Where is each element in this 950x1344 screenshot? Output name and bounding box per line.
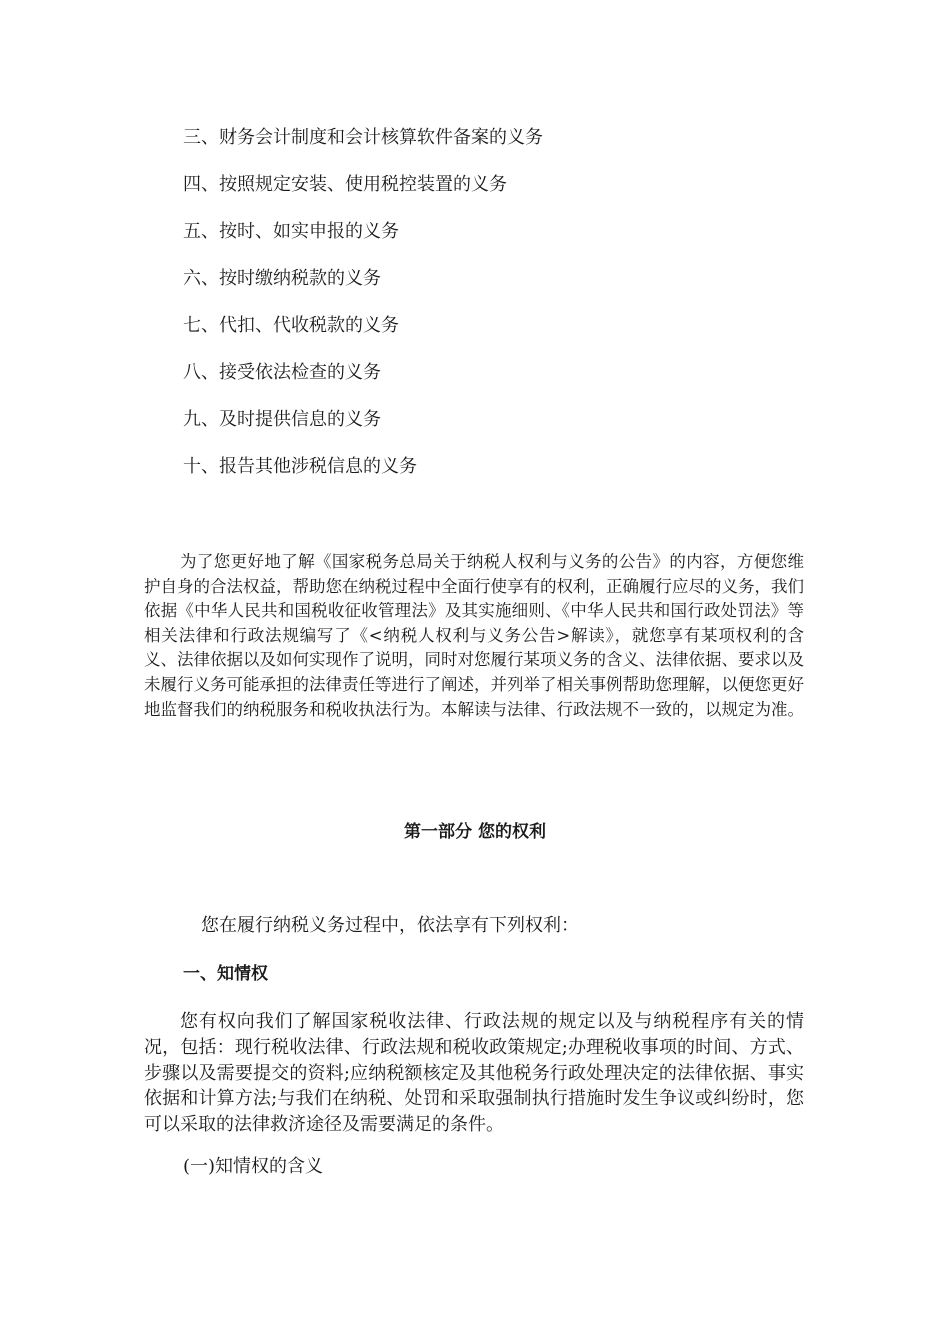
list-item: 七、代扣、代收税款的义务 <box>183 315 399 336</box>
list-item: 八、接受依法检查的义务 <box>183 362 381 383</box>
list-item: 三、财务会计制度和会计核算软件备案的义务 <box>183 127 543 148</box>
right-to-know-paragraph: 您有权向我们了解国家税收法律、行政法规的规定以及与纳税程序有关的情况，包括：现行税收法律、行政法规和税收政策规定;办理税收事项的时间、方式、步骤以及需要提交的资料;应纳税额核定及其他税务行政处理决定的法律依据、事实依据和计算方法;与我们在纳税、处罚和采取强制执行措施时发生争议或纠纷时，您可以采取的法律救济途径及需要满足的条件。 <box>144 1011 804 1136</box>
obligations-list <box>183 124 543 500</box>
list-item: 十、报告其他涉税信息的义务 <box>183 456 417 477</box>
list-item: 六、按时缴纳税款的义务 <box>183 268 381 289</box>
list-item: 四、按照规定安装、使用税控装置的义务 <box>183 174 507 195</box>
list-item: 五、按时、如实申报的义务 <box>183 221 399 242</box>
intro-paragraph: 为了您更好地了解《国家税务总局关于纳税人权利与义务的公告》的内容，方便您维护自身的合法权益，帮助您在纳税过程中全面行使享有的权利，正确履行应尽的义务，我们依据《中华人民共和国税收征收管理法》及其实施细则、《中华人民共和国行政处罚法》等相关法律和行政法规编写了《<纳税人权利与义务公告>解读》，就您享有某项权利的含义、法律依据以及如何实现作了说明，同时对您履行某项义务的含义、法律依据、要求以及未履行义务可能承担的法律责任等进行了阐述，并列举了相关事例帮助您理解，以便您更好地监督我们的纳税服务和税收执法行为。本解读与法律、行政法规不一致的，以规定为准。 <box>144 552 804 719</box>
right-heading-right-to-know: 一、知情权 <box>183 964 268 984</box>
right-to-know-subheading: (一)知情权的含义 <box>183 1156 324 1177</box>
part-title: 第一部分 您的权利 <box>404 822 546 842</box>
list-item: 九、及时提供信息的义务 <box>183 409 381 430</box>
rights-lead-text: 您在履行纳税义务过程中，依法享有下列权利： <box>201 915 579 936</box>
